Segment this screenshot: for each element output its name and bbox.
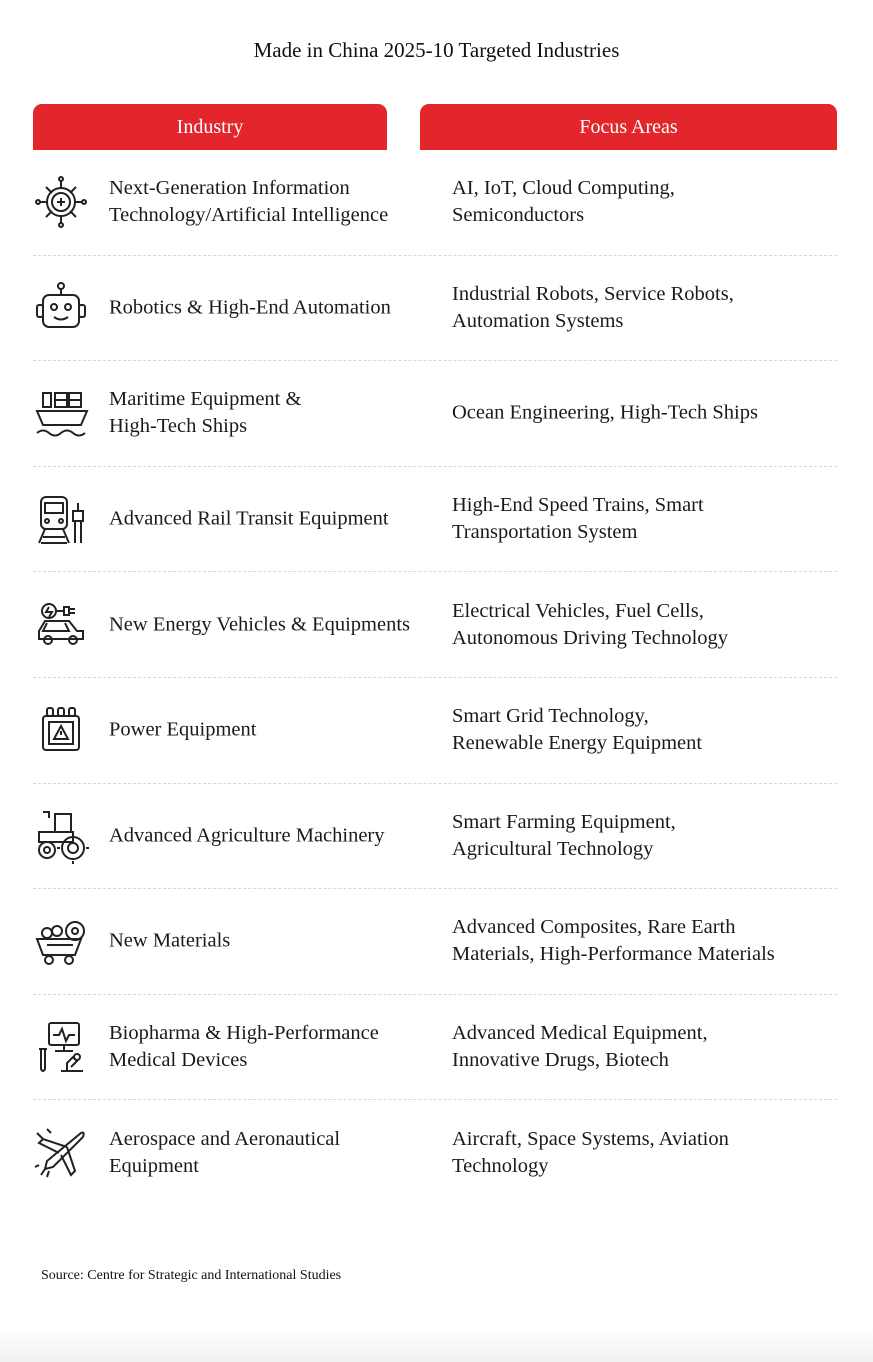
industry-column-header: Industry bbox=[33, 104, 387, 150]
table-row bbox=[33, 889, 837, 995]
focus-areas: Aircraft, Space Systems, Aviation Technology bbox=[452, 1128, 729, 1178]
ai-chip-icon bbox=[33, 174, 89, 230]
page-title: Made in China 2025-10 Targeted Industries bbox=[253, 38, 620, 62]
focus-areas: High-End Speed Trains, Smart Transportation System bbox=[452, 494, 704, 544]
industry-name: New Materials bbox=[109, 929, 231, 952]
industry-name: Aerospace and Aeronautical Equipment bbox=[109, 1128, 341, 1178]
focus-areas: Ocean Engineering, High-Tech Ships bbox=[452, 401, 758, 424]
industries-table bbox=[33, 150, 837, 1206]
industry-name: Advanced Agriculture Machinery bbox=[109, 824, 385, 847]
focus-areas: Smart Grid Technology, Renewable Energy Equipment bbox=[452, 705, 703, 755]
focus-areas: Industrial Robots, Service Robots, Automation Systems bbox=[452, 282, 734, 332]
focus-areas: Electrical Vehicles, Fuel Cells, Autonomous Driving Technology bbox=[452, 599, 729, 649]
airplane-icon bbox=[33, 1125, 89, 1181]
table-row bbox=[33, 1100, 837, 1206]
tractor-icon bbox=[33, 808, 89, 864]
train-icon bbox=[33, 491, 89, 547]
mining-cart-icon bbox=[33, 913, 89, 969]
table-row bbox=[33, 361, 837, 467]
table-row bbox=[33, 784, 837, 890]
industry-name: Robotics & High-End Automation bbox=[109, 296, 391, 319]
table-row bbox=[33, 256, 837, 362]
transformer-icon bbox=[33, 702, 89, 758]
table-row bbox=[33, 467, 837, 573]
cargo-ship-icon bbox=[33, 385, 89, 441]
industry-name: Biopharma & High-Performance Medical Devices bbox=[109, 1022, 379, 1072]
table-row bbox=[33, 572, 837, 678]
robot-icon bbox=[33, 280, 89, 336]
focus-areas: Advanced Composites, Rare Earth Materials, High-Performance Materials bbox=[452, 916, 775, 966]
focus-areas-column-header: Focus Areas bbox=[420, 104, 837, 150]
industry-name: New Energy Vehicles & Equipments bbox=[109, 613, 410, 636]
medical-lab-icon bbox=[33, 1019, 89, 1075]
table-row bbox=[33, 150, 837, 256]
industry-name: Maritime Equipment & High-Tech Ships bbox=[109, 388, 302, 438]
source-note: Source: Centre for Strategic and International Studies bbox=[41, 1268, 342, 1283]
focus-areas: Smart Farming Equipment, Agricultural Technology bbox=[452, 810, 676, 860]
industry-name: Power Equipment bbox=[109, 718, 257, 741]
focus-areas: Advanced Medical Equipment, Innovative Drugs, Biotech bbox=[452, 1022, 708, 1072]
industry-name: Next-Generation Information Technology/Artificial Intelligence bbox=[109, 177, 389, 227]
table-row bbox=[33, 678, 837, 784]
electric-car-icon bbox=[33, 597, 89, 653]
bottom-fade bbox=[0, 1328, 873, 1362]
focus-areas: AI, IoT, Cloud Computing, Semiconductors bbox=[452, 177, 675, 227]
table-row bbox=[33, 995, 837, 1101]
industry-name: Advanced Rail Transit Equipment bbox=[109, 507, 389, 530]
